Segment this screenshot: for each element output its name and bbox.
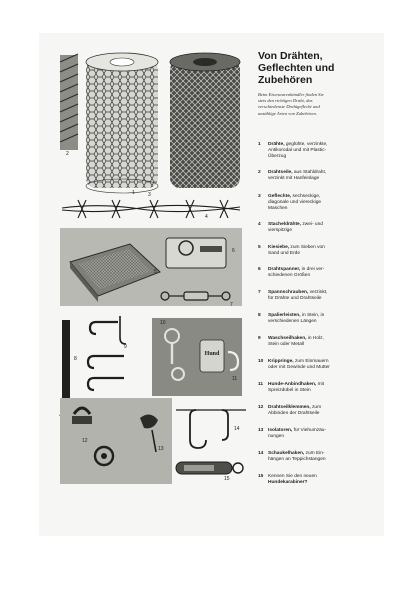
item-number: 5 [258,245,261,250]
list-item [258,336,368,348]
diagonal-mesh-roll-image [170,53,240,188]
item-text: Sand und Erde [268,250,301,256]
list-item [258,142,368,160]
item-text: hängen an Teppichstangen [268,456,326,462]
list-item [258,359,368,371]
list-item [258,451,368,463]
page-title [258,50,368,86]
item-heading: Spannschrauben, [268,290,309,295]
title-line: Von Drähten, [258,50,323,62]
item-number: 2 [258,170,261,175]
hexagonal-mesh-roll-image [86,53,158,193]
item-heading: Geflechte, [268,194,292,199]
item-text: verzinkt mit Hanfeinlage [268,175,320,181]
item-text: geglühte, verzinkte, [285,142,328,147]
list-item [258,428,368,440]
item-text: zum Ein- [305,451,325,456]
wire-rope-image [60,54,78,150]
intro-line: Beim Eisenwarenhändler finden Sie [258,92,324,97]
figure-number: 6 [232,248,235,254]
item-number: 14 [258,451,264,456]
item-number: 12 [258,405,264,410]
item-number: 4 [258,222,261,227]
item-text: aus Stahldraht, [293,170,327,175]
figure-number: 4 [205,214,208,220]
item-number: 3 [258,194,261,199]
item-text: schiedenen Größen [268,272,311,278]
item-heading: Spalierleisten, [268,313,301,318]
figure-number: 13 [158,446,164,452]
item-text: Maschen [268,205,288,211]
intro-line: verschiedenste Drahtgeflecht und [258,104,320,110]
item-heading: Drähte, [268,142,285,147]
figure-number: 15 [224,476,230,482]
item-text: Spreizdübel in Stein [268,387,311,393]
item-text: verzinkt, [309,290,328,295]
clothesline-hooks-image [88,316,126,390]
figure-number: 5 [154,269,157,275]
list-item [258,194,368,212]
item-text: in Stein, in [301,313,325,318]
list-item [258,382,368,394]
item-text: Überzug [268,153,287,159]
figure-number: 11 [232,376,238,382]
list-item [258,267,368,279]
list-item [258,170,368,182]
item-text: mit [317,382,324,387]
item-number: 15 [258,474,264,479]
item-text: Abbinden der Drahtseile [268,410,320,416]
item-text: oder mit Gewinde und Mutter [268,364,330,370]
item-text: in Holz, [307,336,324,341]
item-text: für Drähte und Drahtseile [268,295,322,301]
dog-carabiner-image [176,462,243,474]
figure-number: 10 [160,320,166,326]
title-line: Zubehören [258,74,313,86]
list-item [258,222,368,234]
item-text: in drei ver- [301,267,325,272]
item-text: vierspitzige [268,227,292,233]
item-number: 6 [258,267,261,272]
item-number: 13 [258,428,264,433]
barbed-wire-image [62,200,240,218]
figure-number: 1 [132,190,135,196]
rope-clamps-insulators-photo [60,398,172,484]
item-heading: Waschseilhaken, [268,336,307,341]
intro-line: unzählige Arten von Zubehören. [258,110,317,116]
figure-number: 7 [230,302,233,308]
item-text: diagonale und viereckige [268,199,322,205]
rings-and-tie-hooks-photo [152,318,242,396]
intro-line: stets den richtigen Draht, das [258,98,313,104]
item-heading: Schaukelhaken, [268,451,305,456]
item-heading: Hunde-Anbindhaken, [268,382,317,387]
item-number: 1 [258,142,261,147]
item-text: Hundekarabiner? [268,479,308,485]
item-heading: Isolatoren, [268,428,293,433]
list-item [258,474,368,486]
item-text: zum Einmauern [294,359,329,364]
list-item [258,290,368,302]
item-number: 11 [258,382,264,387]
item-text: für Viehumzäu- [293,428,327,433]
item-heading: Krippringe, [268,359,294,364]
item-number: 7 [258,290,261,295]
sieve-tensioner-photo [60,228,242,306]
item-text: Stein oder Metall [268,341,304,347]
list-item [258,313,368,325]
can-label: Hund [204,351,220,357]
item-text: verschiedenen Längen [268,318,317,324]
item-text: zwei- und [302,222,323,227]
figure-number: 3 [148,192,151,198]
item-heading: Drahtspanner, [268,267,301,272]
item-text: sechseckige, [292,194,321,199]
item-heading: Kennen Sie den neuen [268,474,317,479]
item-text: Antikorodal und mit Plastic- [268,147,327,153]
item-number: 9 [258,336,261,341]
intro-text [258,92,368,117]
figure-number: 14 [234,426,240,432]
list-item [258,245,368,257]
title-line: Geflechten und [258,62,335,74]
figure-number: 8 [74,356,77,362]
item-heading: Stacheldrähte, [268,222,302,227]
list-item [258,405,368,417]
item-heading: Drahtseilklemmen, [268,405,311,410]
figure-number: 9 [124,344,127,350]
item-text: zum [312,405,322,410]
item-text: zum Sieben von [290,245,325,250]
figure-number: 2 [66,151,69,157]
item-heading: Drahtseile, [268,170,293,175]
figure-number: 12 [82,438,88,444]
item-number: 10 [258,359,264,364]
item-heading: Kiesiebe, [268,245,290,250]
item-text: nungen [268,433,285,439]
item-number: 8 [258,313,261,318]
